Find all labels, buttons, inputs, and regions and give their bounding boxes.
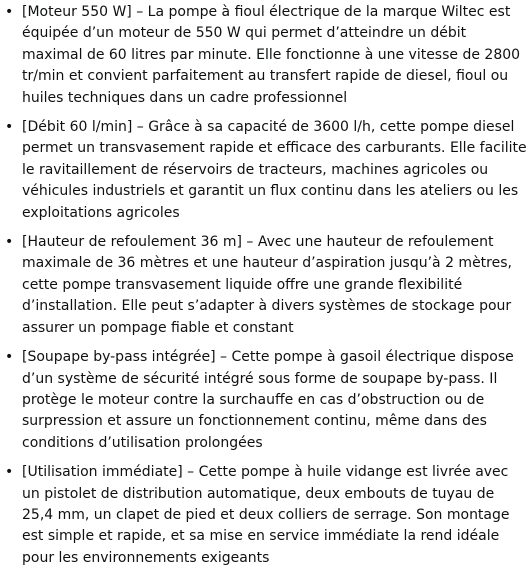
feature-bullet-text: [Soupape by-pass intégrée] – Cette pompe à gasoil électrique dispose d’un système de sécurité intégré sous forme de soupape by-pass. Il protège le moteur contre la surchauffe en cas d’obstruction ou de surpression et assure un fonctionnement continu, même dans des conditions d’utilisation prolongées [22, 349, 514, 451]
feature-bullet-list [0, 2, 532, 569]
bullet-dot-icon: • [5, 349, 14, 366]
feature-bullet-text: [Débit 60 l/min] – Grâce à sa capacité de 3600 l/h, cette pompe diesel permet un transvasement rapide et efficace des carburants. Elle facilite le ravitaillement de réservoirs de tracteurs, machines agricoles ou véhicules industriels et garantit un flux continu dans les ateliers ou les exploitations agricoles [22, 119, 527, 221]
feature-bullet-motor [0, 2, 532, 109]
feature-bullet-text: [Utilisation immédiate] – Cette pompe à huile vidange est livrée avec un pistolet de distribution automatique, deux embouts de tuyau de 25,4 mm, un clapet de pied et deux colliers de serrage. Son montage est simple et rapide, et sa mise en service immédiate la rend idéale pour les environnements exigeants [22, 464, 510, 566]
feature-bullet-bypass-valve [0, 347, 532, 454]
bullet-dot-icon: • [5, 464, 14, 481]
bullet-dot-icon: • [5, 119, 14, 136]
feature-bullet-immediate-use [0, 462, 532, 569]
feature-bullet-text: [Moteur 550 W] – La pompe à fioul électrique de la marque Wiltec est équipée d’un moteur de 550 W qui permet d’atteindre un débit maximal de 60 litres par minute. Elle fonctionne à une vitesse de 2800 tr/min et convient parfaitement au transfert rapide de diesel, fioul ou huiles techniques dans un cadre professionnel [22, 4, 521, 106]
bullet-dot-icon: • [5, 234, 14, 251]
feature-bullet-text: [Hauteur de refoulement 36 m] – Avec une hauteur de refoulement maximale de 36 mètres et une hauteur d’aspiration jusqu’à 2 mètres, cette pompe transvasement liquide offre une grande flexibilité d’installation. Elle peut s’adapter à divers systèmes de stockage pour assurer un pompage fiable et constant [22, 234, 512, 336]
feature-bullet-flow-rate [0, 117, 532, 224]
feature-bullet-discharge-height [0, 232, 532, 339]
bullet-dot-icon: • [5, 4, 14, 20]
